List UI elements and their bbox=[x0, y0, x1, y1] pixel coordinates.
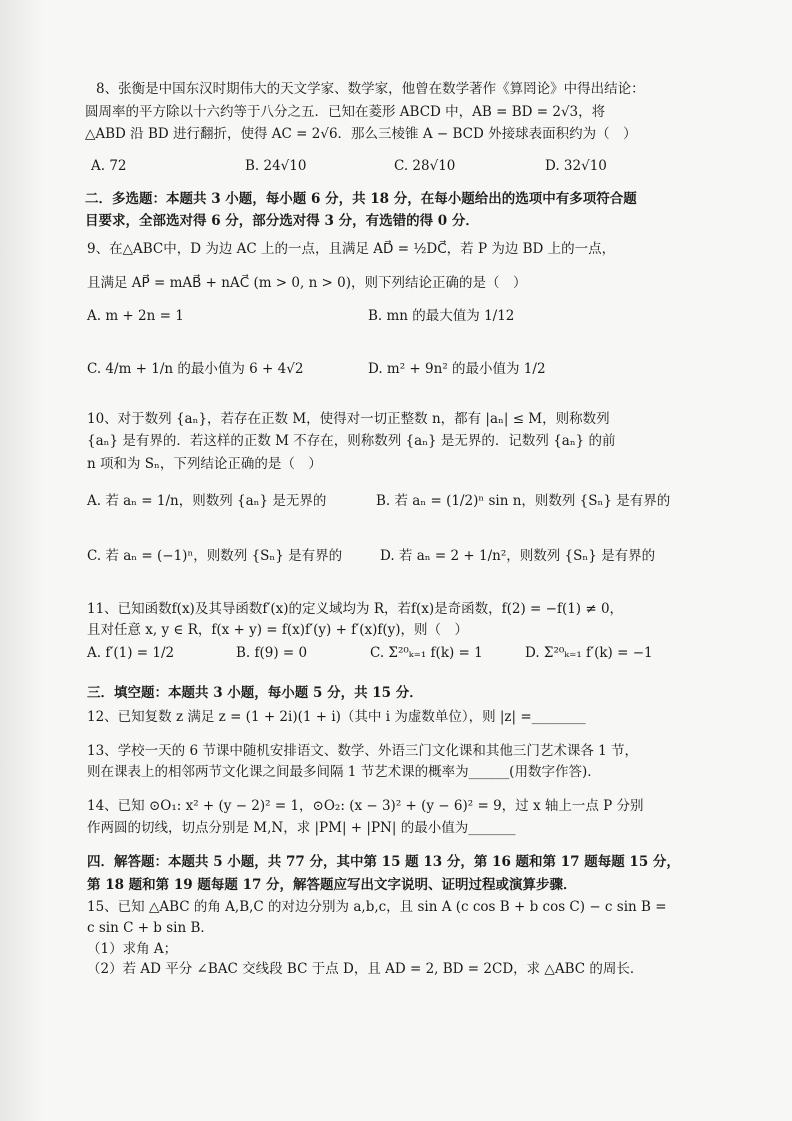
q10-option-a: A. 若 aₙ = 1/n，则数列 {aₙ} 是无界的 bbox=[87, 493, 327, 509]
q12-line-1: 12、已知复数 z 满足 z = (1 + 2i)(1 + i)（其中 i 为虚数单位），则 |z| =________ bbox=[87, 709, 586, 725]
q8-line-1: 8、张衡是中国东汉时期伟大的天文学家、数学家，他曾在数学著作《算罔论》中得出结论： bbox=[96, 81, 645, 97]
q11-option-d: D. Σ²⁰ₖ₌₁ f′(k) = −1 bbox=[525, 645, 653, 661]
q8-option-a: A. 72 bbox=[91, 158, 127, 174]
q15-line-2: c sin C + b sin B． bbox=[87, 920, 214, 936]
q9-line-2: 且满足 AP⃗ = mAB⃗ + nAC⃗ (m > 0, n > 0)，则下列结论正确的是（ ） bbox=[87, 275, 527, 291]
section-2-heading-1: 二．多选题：本题共 3 小题，每小题 6 分，共 18 分，在每小题给出的选项中有多项符合题 bbox=[85, 191, 637, 207]
q8-line-2: 圆周率的平方除以十六约等于八分之五．已知在菱形 ABCD 中，AB = BD = 2√3，将 bbox=[85, 104, 606, 120]
q14-line-1: 14、已知 ⊙O₁: x² + (y − 2)² = 1，⊙O₂: (x − 3)² + (y − 6)² = 9，过 x 轴上一点 P 分别 bbox=[87, 798, 644, 814]
q15-part-2: （2）若 AD 平分 ∠BAC 交线段 BC 于点 D，且 AD = 2, BD = 2CD，求 △ABC 的周长． bbox=[87, 961, 644, 977]
q10-line-1: 10、对于数列 {aₙ}，若存在正数 M，使得对一切正整数 n，都有 |aₙ| ≤ M，则称数列 bbox=[87, 411, 610, 427]
q8-line-3: △ABD 沿 BD 进行翻折，使得 AC = 2√6．那么三棱锥 A − BCD 外接球表面积约为（ ） bbox=[85, 126, 637, 142]
q10-option-b: B. 若 aₙ = (1/2)ⁿ sin n，则数列 {Sₙ} 是有界的 bbox=[376, 493, 671, 509]
q13-line-1: 13、学校一天的 6 节课中随机安排语文、数学、外语三门文化课和其他三门艺术课各 1 节， bbox=[87, 743, 639, 759]
section-2-heading-2: 目要求，全部选对得 6 分，部分选对得 3 分，有选错的得 0 分． bbox=[85, 213, 479, 229]
q9-option-a: A. m + 2n = 1 bbox=[87, 308, 184, 324]
q11-line-1: 11、已知函数f(x)及其导函数f′(x)的定义域均为 R，若f(x)是奇函数，f(2) = −f(1) ≠ 0， bbox=[87, 601, 624, 617]
q15-line-1: 15、已知 △ABC 的角 A,B,C 的对边分别为 a,b,c，且 sin A (c cos B + b cos C) − c sin B = bbox=[87, 899, 667, 915]
q9-option-c: C. 4/m + 1/n 的最小值为 6 + 4√2 bbox=[87, 361, 304, 377]
section-4-heading-1: 四．解答题：本题共 5 小题，共 77 分，其中第 15 题 13 分，第 16 题和第 17 题每题 15 分， bbox=[87, 854, 680, 870]
q10-option-c: C. 若 aₙ = (−1)ⁿ，则数列 {Sₙ} 是有界的 bbox=[87, 548, 343, 564]
q8-option-d: D. 32√10 bbox=[545, 158, 607, 174]
q9-line-1: 9、在△ABC中，D 为边 AC 上的一点，且满足 AD⃗ = ½DC⃗，若 P 为边 BD 上的一点， bbox=[87, 241, 616, 257]
q9-option-b: B. mn 的最大值为 1/12 bbox=[368, 308, 515, 324]
q11-option-b: B. f(9) = 0 bbox=[236, 645, 308, 661]
q8-option-c: C. 28√10 bbox=[394, 158, 456, 174]
q15-part-1: （1）求角 A； bbox=[87, 941, 178, 957]
q10-line-3: n 项和为 Sₙ，下列结论正确的是（ ） bbox=[87, 456, 322, 472]
q9-option-d: D. m² + 9n² 的最小值为 1/2 bbox=[368, 361, 546, 377]
q11-option-a: A. f′(1) = 1/2 bbox=[87, 645, 175, 661]
q14-line-2: 作两圆的切线，切点分别是 M,N，求 |PM| + |PN| 的最小值为_______ bbox=[87, 820, 516, 836]
section-3-heading: 三．填空题：本题共 3 小题，每小题 5 分，共 15 分． bbox=[87, 685, 423, 701]
q10-line-2: {aₙ} 是有界的．若这样的正数 M 不存在，则称数列 {aₙ} 是无界的．记数列 {aₙ} 的前 bbox=[87, 433, 616, 449]
q11-line-2: 且对任意 x, y ∈ R，f(x + y) = f(x)f′(y) + f′(x)f(y)，则（ ） bbox=[87, 622, 469, 638]
q13-line-2: 则在课表上的相邻两节文化课之间最多间隔 1 节艺术课的概率为______(用数字作答)． bbox=[87, 764, 601, 780]
q10-option-d: D. 若 aₙ = 2 + 1/n²，则数列 {Sₙ} 是有界的 bbox=[380, 548, 656, 564]
q8-option-b: B. 24√10 bbox=[245, 158, 307, 174]
q11-option-c: C. Σ²⁰ₖ₌₁ f(k) = 1 bbox=[370, 645, 483, 661]
section-4-heading-2: 第 18 题和第 19 题每题 17 分，解答题应写出文字说明、证明过程或演算步骤． bbox=[87, 877, 577, 893]
scan-shadow bbox=[0, 0, 44, 1121]
